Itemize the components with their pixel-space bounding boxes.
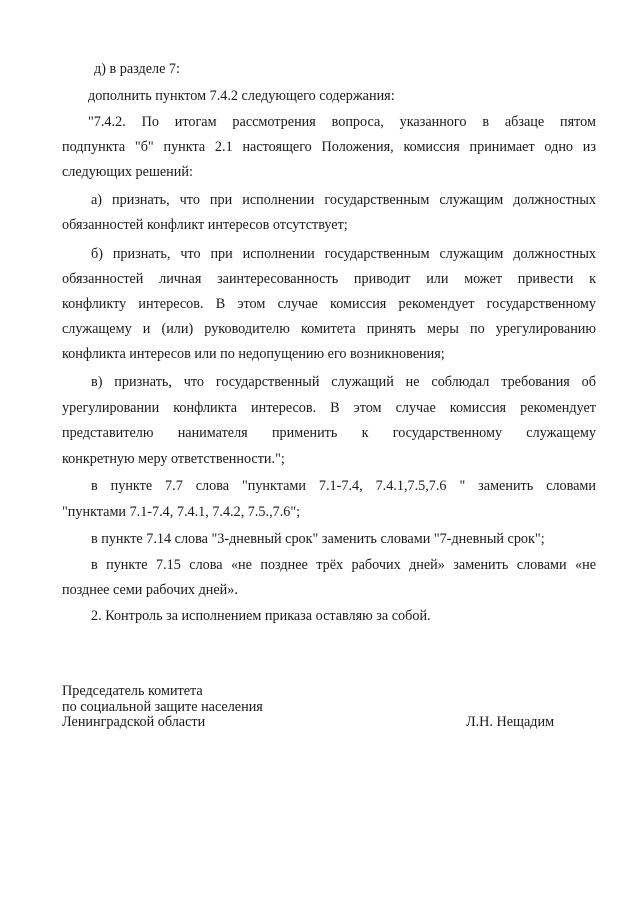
paragraph-742-line2: подпункта "б" пункта 2.1 настоящего Положения, комиссия принимает одно из [62, 139, 596, 155]
paragraph-add: дополнить пунктом 7.4.2 следующего содержания: [88, 88, 395, 104]
paragraph-715-line1: в пункте 7.15 слова «не позднее трёх рабочих дней» заменить словами «не [91, 557, 596, 573]
paragraph-b-line4: служащему и (или) руководителю комитета принять меры по урегулированию [62, 321, 596, 337]
paragraph-d: д) в разделе 7: [94, 61, 180, 77]
paragraph-a-line1: а) признать, что при исполнении государственным служащим должностных [91, 192, 596, 208]
signatory-title-line2: по социальной защите населения [62, 698, 263, 715]
signatory-name: Л.Н. Нещадим [466, 714, 555, 730]
paragraph-v-line4: конкретную меру ответственности."; [62, 451, 285, 467]
paragraph-b-line5: конфликта интересов или по недопущению его возникновения; [62, 346, 445, 362]
paragraph-b-line3: конфликту интересов. В этом случае комиссия рекомендует государственному [62, 296, 596, 312]
paragraph-742-line3: следующих решений: [62, 164, 193, 180]
paragraph-742-line1: "7.4.2. По итогам рассмотрения вопроса, указанного в абзаце пятом [88, 114, 596, 130]
paragraph-715-line2: позднее семи рабочих дней». [62, 582, 238, 598]
signatory-title [62, 684, 263, 731]
paragraph-714: в пункте 7.14 слова "3-дневный срок" заменить словами "7-дневный срок"; [91, 531, 545, 547]
signatory-title-line1: Председатель комитета [62, 683, 203, 699]
paragraph-2: 2. Контроль за исполнением приказа оставляю за собой. [91, 608, 431, 624]
paragraph-v-line3: представителю нанимателя применить к государственному служащему [62, 425, 596, 441]
paragraph-v-line1: в) признать, что государственный служащий не соблюдал требования об [91, 374, 596, 390]
paragraph-77-line2: "пунктами 7.1-7.4, 7.4.1, 7.4.2, 7.5.,7.6"; [62, 504, 301, 520]
paragraph-b-line1: б) признать, что при исполнении государственным служащим должностных [91, 246, 596, 262]
paragraph-b-line2: обязанностей личная заинтересованность приводит или может привести к [62, 271, 596, 287]
signatory-title-line3: Ленинградской области [62, 714, 206, 730]
paragraph-v-line2: урегулировании конфликта интересов. В этом случае комиссия рекомендует [62, 400, 596, 416]
paragraph-a-line2: обязанностей конфликт интересов отсутствует; [62, 217, 348, 233]
paragraph-77-line1: в пункте 7.7 слова "пунктами 7.1-7.4, 7.4.1,7.5,7.6 " заменить словами [91, 478, 596, 494]
